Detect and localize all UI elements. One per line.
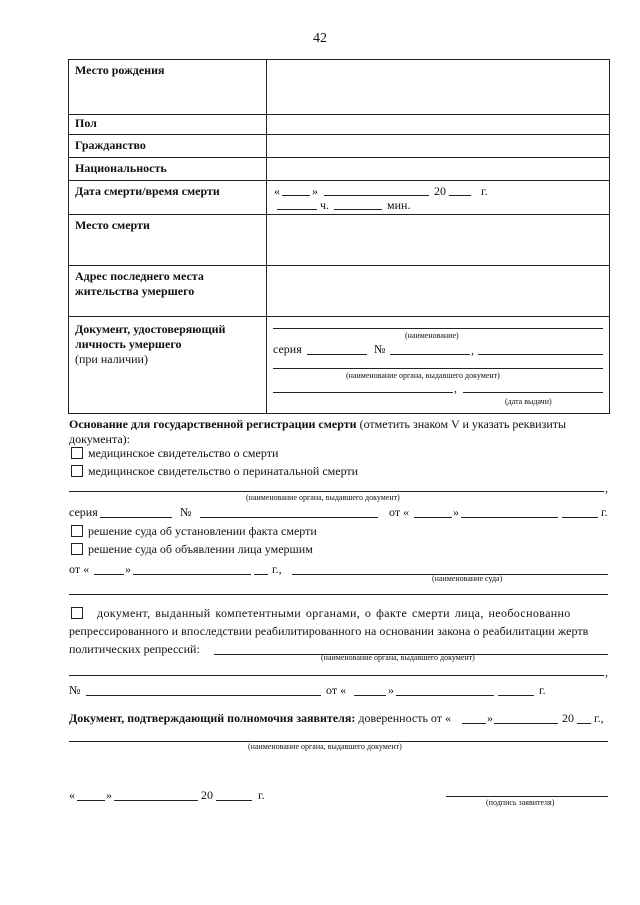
court-declared-label: решение суда об объявлении лица умершим xyxy=(88,542,313,556)
basis-number-label: № xyxy=(180,505,192,519)
citizenship-label: Гражданство xyxy=(69,135,267,158)
basis-month-blank[interactable] xyxy=(461,517,558,518)
footer-date-open: « xyxy=(69,788,75,802)
perinatal-certificate-label: медицинское свидетельство о перинатальной смерти xyxy=(88,464,359,478)
last-address-line1: Адрес последнего места xyxy=(75,269,204,283)
id-document-field xyxy=(267,317,610,414)
court-fact-label: решение суда об установлении факта смерти xyxy=(88,524,317,538)
signature-caption: (подпись заявителя) xyxy=(486,798,555,807)
court-year-blank[interactable] xyxy=(254,574,268,575)
footer-month-blank[interactable] xyxy=(114,800,198,801)
footer-date-close: » xyxy=(106,788,112,802)
repression-issuer-caption: (наименование органа, выдавшего документ) xyxy=(321,653,475,662)
basis-day-blank[interactable] xyxy=(414,517,452,518)
court-declared-checkbox[interactable] xyxy=(71,543,83,555)
citizenship-field[interactable] xyxy=(267,135,610,158)
repression-year-suffix: г. xyxy=(539,683,546,697)
id-series-blank[interactable] xyxy=(307,354,367,355)
death-minutes-blank[interactable] xyxy=(334,209,382,210)
last-address-label xyxy=(69,266,267,317)
death-place-label: Место смерти xyxy=(69,215,267,266)
basis-heading-line2: документа): xyxy=(69,432,130,446)
authority-month-blank[interactable] xyxy=(494,723,558,724)
repression-line3: политических репрессий: xyxy=(69,642,200,656)
court-month-blank[interactable] xyxy=(133,574,251,575)
court-from-close: » xyxy=(125,562,131,576)
row-citizenship xyxy=(69,135,610,158)
repression-day-blank[interactable] xyxy=(354,695,386,696)
footer-year-prefix: 20 xyxy=(201,788,213,802)
authority-label-rest: доверенность от « xyxy=(355,711,451,725)
repression-line1: документ, выданный компетентными органами, о факте смерти лица, необоснованно xyxy=(97,606,571,620)
row-id-document xyxy=(69,317,610,414)
repression-number-label: № xyxy=(69,683,81,697)
id-number-blank[interactable] xyxy=(390,354,470,355)
court-from-label: от « xyxy=(69,562,90,576)
sex-label: Пол xyxy=(69,115,267,135)
medical-certificate-label: медицинское свидетельство о смерти xyxy=(88,446,279,460)
basis-from-label: от « xyxy=(389,505,410,519)
footer-year-suffix: г. xyxy=(258,788,265,802)
repression-number-blank[interactable] xyxy=(86,695,321,696)
id-comma-2: , xyxy=(454,381,457,395)
death-date-quote-open: « xyxy=(274,184,280,198)
death-minutes-label: мин. xyxy=(387,198,411,212)
id-name-caption: (наименование) xyxy=(405,331,459,340)
id-doc-line3: (при наличии) xyxy=(75,352,148,366)
nationality-field[interactable] xyxy=(267,158,610,181)
repression-year-blank[interactable] xyxy=(498,695,534,696)
row-sex xyxy=(69,115,610,135)
basis-series-blank[interactable] xyxy=(100,517,172,518)
birth-place-field[interactable] xyxy=(267,60,610,115)
court-year-suffix: г., xyxy=(272,562,282,576)
id-issuer-caption: (наименование органа, выдавшего документ) xyxy=(346,371,500,380)
authority-issuer-caption: (наименование органа, выдавшего документ) xyxy=(248,742,402,751)
court-day-blank[interactable] xyxy=(94,574,124,575)
footer-year-blank[interactable] xyxy=(216,800,252,801)
basis-year-blank[interactable] xyxy=(562,517,598,518)
sex-field[interactable] xyxy=(267,115,610,135)
basis-heading-bold: Основание для государственной регистрации смерти xyxy=(69,417,357,431)
repression-comma: , xyxy=(605,665,608,679)
id-date-blank[interactable] xyxy=(463,392,603,393)
repression-doc-checkbox[interactable] xyxy=(71,607,83,619)
repression-month-blank[interactable] xyxy=(396,695,494,696)
death-date-quote-close: » xyxy=(312,184,318,198)
authority-year-prefix: 20 xyxy=(562,711,574,725)
authority-day-blank[interactable] xyxy=(462,723,486,724)
basis-issuer-comma: , xyxy=(605,481,608,495)
nationality-label: Национальность xyxy=(69,158,267,181)
id-doc-line1: Документ, удостоверяющий xyxy=(75,322,226,336)
id-issuer-blank-2[interactable] xyxy=(273,392,453,393)
birth-place-label: Место рождения xyxy=(69,60,267,115)
id-series-label: серия xyxy=(273,342,302,356)
row-last-address xyxy=(69,266,610,317)
basis-from-close: » xyxy=(453,505,459,519)
authority-year-suffix: г., xyxy=(594,711,604,725)
death-place-field[interactable] xyxy=(267,215,610,266)
row-death-datetime xyxy=(69,181,610,215)
death-datetime-label: Дата смерти/время смерти xyxy=(69,181,267,215)
page-number: 42 xyxy=(313,31,327,46)
id-document-label xyxy=(69,317,267,414)
repression-issuer-blank-2[interactable] xyxy=(69,675,604,676)
basis-heading-rest: (отметить знаком V и указать реквизиты xyxy=(356,417,567,431)
basis-heading xyxy=(69,417,566,432)
row-birth-place xyxy=(69,60,610,115)
last-address-line2: жительства умершего xyxy=(75,284,195,298)
id-doc-line2: личность умершего xyxy=(75,337,182,351)
authority-label xyxy=(69,711,451,726)
repression-line2: репрессированного и впоследствии реабилитированного на основании закона о реабилитации жертв xyxy=(69,624,589,638)
row-death-place xyxy=(69,215,610,266)
id-issuer-blank[interactable] xyxy=(273,368,603,369)
court-name-caption: (наименование суда) xyxy=(432,574,503,583)
basis-series-label: серия xyxy=(69,505,98,519)
perinatal-certificate-checkbox[interactable] xyxy=(71,465,83,477)
basis-issuer-blank[interactable] xyxy=(69,491,604,492)
death-year-suffix: г. xyxy=(481,184,488,198)
death-year-blank[interactable] xyxy=(449,195,471,196)
death-hours-label: ч. xyxy=(320,198,330,212)
row-nationality xyxy=(69,158,610,181)
repression-from-label: от « xyxy=(326,683,347,697)
basis-year-suffix: г. xyxy=(601,505,608,519)
court-name-blank-2[interactable] xyxy=(69,594,608,595)
death-registration-table xyxy=(68,59,610,414)
repression-from-close: » xyxy=(388,683,394,697)
death-year-prefix: 20 xyxy=(434,184,446,198)
id-comma: , xyxy=(471,343,474,357)
authority-label-bold: Документ, подтверждающий полномочия заявителя: xyxy=(69,711,356,725)
death-hours-blank[interactable] xyxy=(277,209,317,210)
id-number-label: № xyxy=(374,342,386,356)
medical-certificate-checkbox[interactable] xyxy=(71,447,83,459)
authority-close: » xyxy=(487,711,493,725)
death-month-blank[interactable] xyxy=(324,195,429,196)
court-fact-checkbox[interactable] xyxy=(71,525,83,537)
id-date-caption: (дата выдачи) xyxy=(505,397,552,406)
death-day-blank[interactable] xyxy=(282,195,310,196)
last-address-field[interactable] xyxy=(267,266,610,317)
signature-blank[interactable] xyxy=(446,796,608,797)
death-datetime-field[interactable] xyxy=(267,181,610,215)
id-name-blank[interactable] xyxy=(273,328,603,329)
footer-day-blank[interactable] xyxy=(77,800,105,801)
authority-year-blank[interactable] xyxy=(577,723,591,724)
basis-issuer-caption: (наименование органа, выдавшего документ) xyxy=(246,493,400,502)
basis-number-blank[interactable] xyxy=(200,517,378,518)
id-extra-blank[interactable] xyxy=(478,354,603,355)
